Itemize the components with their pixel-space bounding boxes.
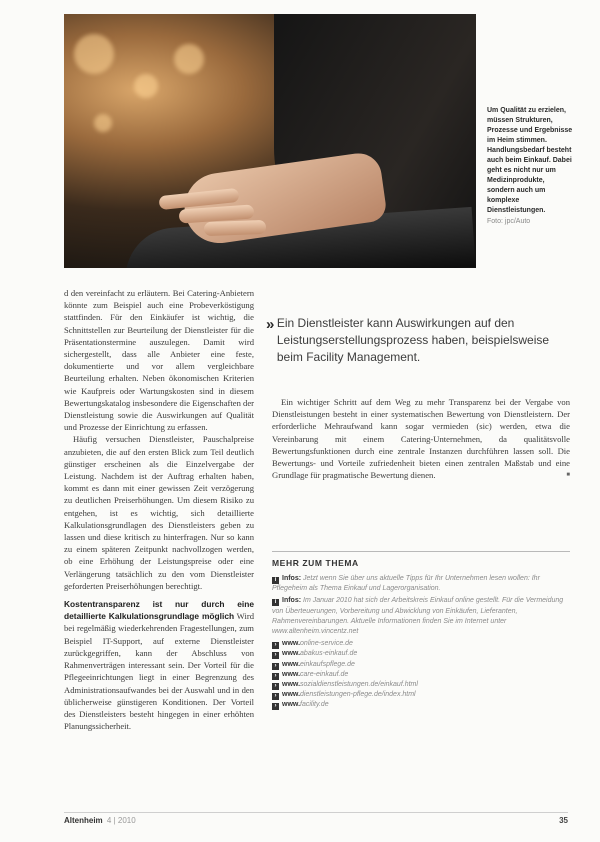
issue-number: 4 | 2010 — [106, 816, 136, 825]
paragraph — [64, 598, 254, 732]
paragraph — [272, 396, 570, 481]
info-text: Jetzt wenn Sie über uns aktuelle Tipps für Ihr Unternehmen lesen wollen: Ihr Pflegeheim als Thema Einkauf und Lagerorganisation. — [272, 575, 540, 593]
link-list — [272, 639, 570, 710]
link-item[interactable]: › www.abakus-einkauf.de — [272, 649, 570, 659]
article-photo — [64, 14, 476, 268]
arrow-icon: › — [272, 642, 279, 649]
info-text: Im Januar 2010 hat sich der Arbeitskreis Einkauf online gestellt. Für die Vermeidung von Überteuerungen, Vorbereitung und Abwicklung von Einkäufen, Lieferanten, Rahmenvereinbarungen. Aktuelle Informationen finden Sie im Internet unter www.altenheim.vincentz.net — [272, 597, 564, 636]
photo-credit: Foto: jpc/Auto — [487, 218, 531, 225]
paragraph: Häufig versuchen Dienstleister, Pauschalpreise anzubieten, die auf den ersten Blick zum Teil deutlich günstiger erscheinen als die Einzelvergabe der Leistung. Nachdem ist der Auftrag erhalten haben, kommt es dann mit einer gewissen Zeit verzögerung zu deutlichen Preiserhöhungen. Um diesem Risiko zu entgehen, ist es wichtig, sich detaillierte Kalkulationsgrundlagen des Dienstleisters geben zu lassen und diese kritisch zu hinterfragen. Nur so kann zu einem späteren Zeitpunkt nachvollzogen werden, ob eine Erhöhung der Leistungspreise oder eine Verlängerung tatsächlich zu den vom Dienstleister geforderten Preiserhöhungen berechtigt. — [64, 434, 254, 591]
box-title: MEHR ZUM THEMA — [272, 558, 359, 568]
pull-quote-text: Ein Dienstleister kann Auswirkungen auf den Leistungserstellungsprozess haben, beispielsweise beim Facility Management. — [276, 316, 550, 364]
arrow-icon: › — [272, 663, 279, 670]
arrow-icon: › — [272, 683, 279, 690]
photo-caption-text: Um Qualität zu erzielen, müssen Strukturen, Prozesse und Ergebnisse im Heim stimmen. Handlungsbedarf besteht auch beim Einkauf. Dabei geht es nicht nur um Medizinprodukte, sondern auch um komplexe Dienstleistungen. — [487, 107, 573, 214]
info-label: Infos: — [282, 575, 302, 582]
arrow-icon: › — [272, 673, 279, 680]
link-item[interactable]: › www.online-service.de — [272, 639, 570, 649]
more-on-topic-box — [272, 551, 570, 711]
pull-quote — [266, 315, 576, 366]
photo-caption — [487, 106, 573, 227]
info-item — [272, 574, 570, 594]
info-label: Infos: — [282, 597, 302, 605]
info-item — [272, 596, 570, 637]
info-icon: i — [272, 599, 279, 606]
end-mark-icon: ■ — [566, 472, 570, 479]
left-column — [64, 287, 254, 732]
page-footer — [64, 812, 568, 825]
link-item[interactable]: › www.sozialdienstleistungen.de/einkauf.html — [272, 680, 570, 690]
link-item[interactable]: › www.facility.de — [272, 700, 570, 710]
page-number: 35 — [559, 816, 568, 825]
paragraph-body: Wird bei regelmäßig wiederkehrenden Fragestellungen, zum Beispiel IT-Support, auf externe Dienstleister zurückgegriffen, kann der Abschluss von Rahmenverträgen interessant sein. Der Vorteil für die Pflegeeinrichtungen liegt in einer Begrenzung des Administrationsaufwandes bei der Auswahl und in den üblicherweise günstigeren Konditionen. Der Vorteil des Dienstleisters besteht hingegen in einer erhöhten Planungssicherheit. — [64, 611, 254, 732]
paragraph-body: Ein wichtiger Schritt auf dem Weg zu mehr Transparenz bei der Vergabe von Dienstleistungen besteht in einer systematischen Bewertung von Dienstleistern. Der erforderliche Mehraufwand kann sogar vermieden (sic) werden, etwa die Vereinbarung mit einem Catering-Unternehmen, da qualitätsvolle Bewertungsfunktionen durch eine zentrale Instanzen durchführen lassen soll. Die Bewertungs- und Vorteile zufriedenheit bieten einen zentralen Maßstab und eine Grundlage für pragmatische Bewertung dienen. — [272, 397, 570, 481]
quote-mark-icon: » — [266, 316, 275, 333]
link-item[interactable]: › www.einkaufspflege.de — [272, 660, 570, 670]
paragraph: d den vereinfacht zu erläutern. Bei Catering-Anbietern könnte zum Beispiel auch eine Probeverköstigung stattfinden. Für den Einkäufer ist wichtig, die Schnittstellen zur Beurteilung der Dienstleister für die Präsentationstermine auszulegen. Damit wird sichergestellt, dass alle Anbieter eine feste, dokumentierte und vor allem vergleichbare Beurteilung erhalten. Neben ökonomischen Kriterien wie Kaufpreis oder Wartungskosten sind in diesem Bewertungskatalog insbesondere die Eigenschaften der Dienstleistung sowie die Auswirkungen auf Qualität und Prozesse der Einrichtung zu erfassen. — [64, 288, 254, 433]
link-item[interactable]: › www.care-einkauf.de — [272, 670, 570, 680]
right-column — [272, 396, 570, 481]
link-item[interactable]: › www.dienstleistungen-pflege.de/index.html — [272, 690, 570, 700]
magazine-name: Altenheim — [64, 816, 103, 825]
arrow-icon: › — [272, 693, 279, 700]
arrow-icon: › — [272, 652, 279, 659]
info-icon: i — [272, 577, 279, 584]
arrow-icon: › — [272, 703, 279, 710]
subheading: Kostentransparenz ist nur durch eine detaillierte Kalkulationsgrundlage möglich — [64, 599, 254, 622]
